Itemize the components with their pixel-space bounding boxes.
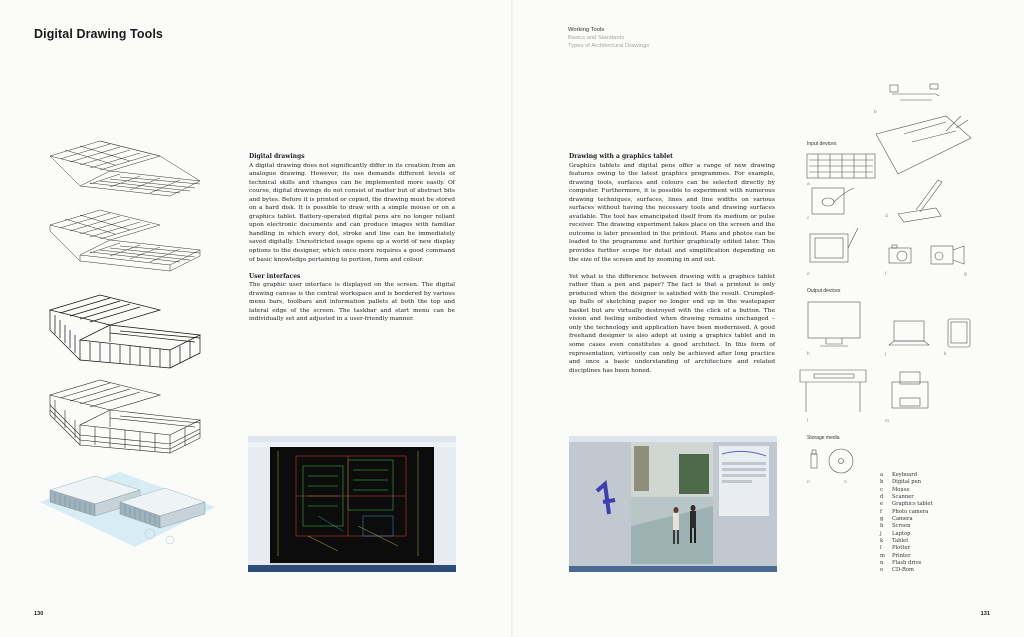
right-text-column bbox=[569, 153, 775, 384]
device-letter-k: k bbox=[944, 352, 947, 357]
nav-item-working-tools: Working Tools bbox=[568, 27, 605, 33]
legend-row: o CD-Rom bbox=[880, 567, 914, 574]
device-letter-j: j bbox=[885, 352, 887, 357]
legend-row: b Digital pen bbox=[880, 479, 922, 486]
device-letter-n: n bbox=[807, 480, 810, 485]
cad-software-screenshot bbox=[248, 436, 456, 572]
nav-item-types: Types of Architectural Drawings bbox=[568, 43, 650, 50]
structural-model-drawing bbox=[40, 290, 220, 370]
device-letter-b: b bbox=[874, 110, 877, 115]
legend-row: a Keyboard bbox=[880, 472, 918, 478]
legend-row: d Scanner bbox=[880, 494, 914, 501]
gutter bbox=[511, 0, 513, 637]
graphics-app-screenshot bbox=[569, 436, 777, 572]
device-illustrations bbox=[796, 76, 986, 506]
output-devices-label: Output devices bbox=[807, 288, 841, 294]
device-letter-g: g bbox=[964, 272, 967, 277]
device-letter-f: f bbox=[885, 272, 887, 277]
device-letter-e: e bbox=[807, 272, 810, 277]
storage-media-label: Storage media bbox=[807, 435, 840, 441]
plan-drawing-2 bbox=[40, 205, 220, 275]
device-line-drawings bbox=[796, 76, 986, 506]
legend-row: c Mouse bbox=[880, 486, 910, 493]
legend-row: m Printer bbox=[880, 552, 911, 559]
legend-row: k Tablet bbox=[880, 538, 909, 545]
device-letter-o: o bbox=[844, 480, 847, 485]
legend-row: g Camera bbox=[880, 516, 913, 523]
plan-drawing-1 bbox=[40, 136, 220, 206]
section-heading-graphics-tablet: Drawing with a graphics tablet bbox=[569, 153, 673, 160]
input-devices-label: Input devices bbox=[807, 141, 837, 147]
chapter-title: Digital Drawing Tools bbox=[34, 27, 163, 41]
section-body-graphics-tablet-2: Yet what is the difference between drawing with a graphics tablet rather than a pen and paper? The fact is that a printout is only produced when the designer is satisfied with the result. Crumpled-up balls of sketching paper no longer end up in the wastepaper basket but are virtually destroyed with the click of a button. The vision and feeling embodied when drawing remains unchanged – only the technology and application have been modernised. A good freehand designer is also adept at using a graphics tablet and in some cases even constitutes a good architect. In this form of representation, virtuosity can only be achieved after long practice and once a basic understanding of architecture and related disciplines has been honed. bbox=[569, 273, 775, 374]
left-text-column bbox=[249, 153, 455, 332]
section-body-user-interfaces: The graphic user interface is displayed on the screen. The digital drawing canvas is the central workspace and is bordered by various menu bars, toolbars and information pallets at both the top and lateral edge of the screen. The taskbar and start menu can be individually set and adjusted in a user-friendly manner. bbox=[249, 282, 455, 323]
device-letter-c: c bbox=[807, 216, 810, 221]
rendered-building-model bbox=[40, 462, 220, 557]
nav-item-basics: Basics and Standards bbox=[568, 35, 625, 42]
legend-row: n Flash drive bbox=[880, 560, 922, 567]
device-letter-a: a bbox=[807, 182, 810, 187]
device-legend bbox=[880, 472, 933, 575]
section-navigation bbox=[568, 26, 649, 51]
legend-row: l Plotter bbox=[880, 545, 910, 552]
section-body-digital-drawings: A digital drawing does not significantly differ in its creation from an analogue drawing. However, its use demands different levels of technical skills and changes can be implemented more easily. Of course, digital drawings do not consist of matter but of abstract bits and bytes. Before it is printed or copied, the drawing must be stored on a hard disk. It is possible to draw with a simple mouse or on a graphics tablet. Battery-operated digital pens are no longer reliant upon electronic documents and can produce images with familiar handling in which every dot, stroke and line can be immediately saved digitally. Unrestricted usage opens up a world of new display options to the designer, which once more requires a good command of basic knowledge pertaining to portion, form and colour. bbox=[249, 162, 455, 263]
wireframe-model-drawing bbox=[40, 375, 220, 455]
page-number-right: 131 bbox=[980, 611, 990, 617]
legend-row: j Laptop bbox=[880, 530, 911, 537]
legend-row: f Photo camera bbox=[880, 508, 929, 515]
section-heading-digital-drawings: Digital drawings bbox=[249, 153, 305, 160]
device-letter-m: m bbox=[885, 419, 889, 424]
device-letter-l: l bbox=[807, 419, 809, 424]
legend-row: h Screen bbox=[880, 523, 911, 530]
legend-row: e Graphics tablet bbox=[880, 501, 933, 508]
device-letter-h: h bbox=[807, 352, 810, 357]
device-letter-d: d bbox=[885, 214, 888, 219]
page-number-left: 130 bbox=[34, 611, 44, 617]
section-body-graphics-tablet-1: Graphics tablets and digital pens offer a range of new drawing features owing to the latest graphics programmes. For example, drawing tools, surfaces and colours can be selected directly by computer. Furthermore, it is possible to experiment with numerous drawing techniques, surfaces, lines and line widths on various surfaces without having the necessary tools and drawing surfaces available. The tool has emancipated itself from its medium or pulse receiver. The drawing experiment takes place on the screen and the outcome is later presented in the printout. Plans and photos can be loaded to the programme and further graphically edited later. This provides further scope for detail and simplification depending on the size of the screen and by zooming in and out. bbox=[569, 162, 775, 263]
section-heading-user-interfaces: User interfaces bbox=[249, 272, 301, 280]
